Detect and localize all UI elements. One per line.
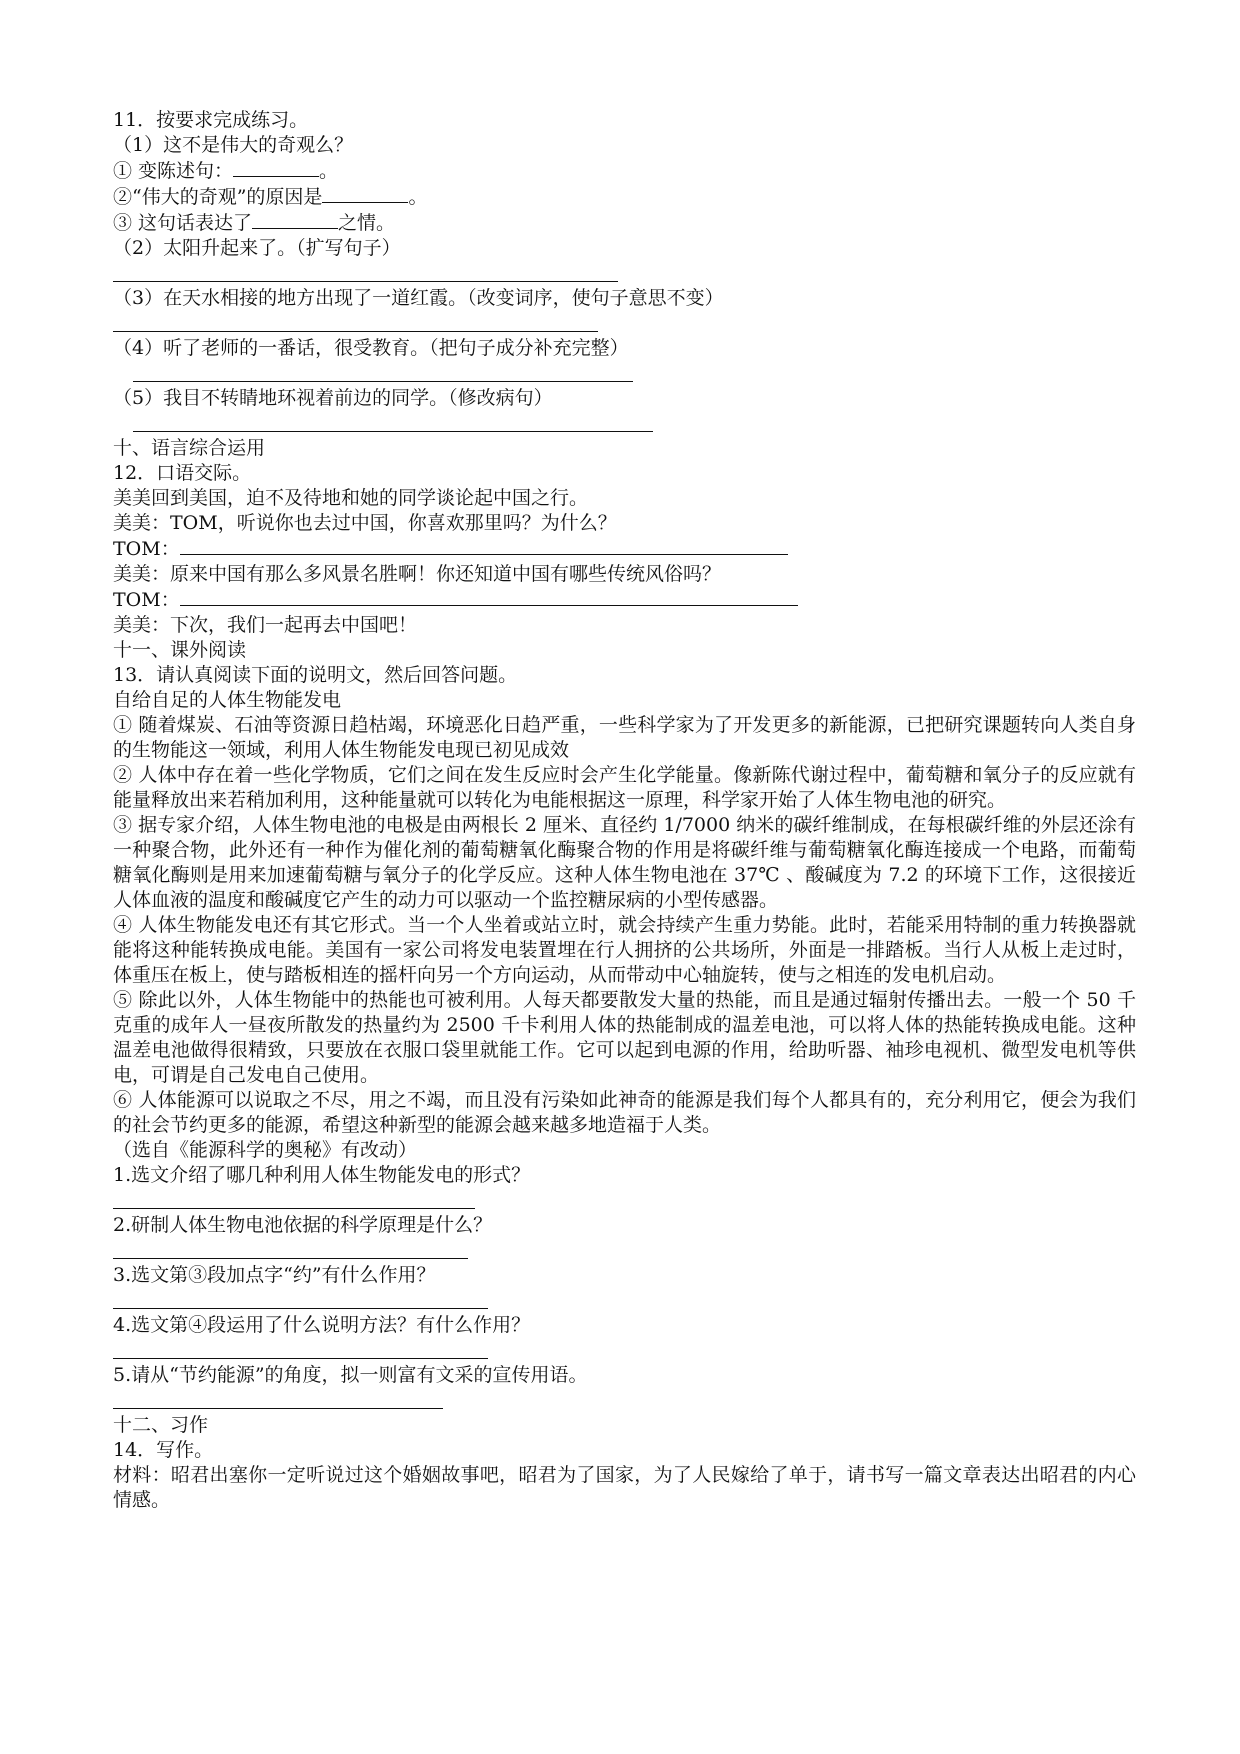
article-paragraph-3: ③ 据专家介绍，人体生物电池的电极是由两根长 2 厘米、直径约 1/7000 纳米的碳纤维制成，在每根碳纤维的外层还涂有一种聚合物，此外还有一种作为催化剂的葡萄糖氧化酶聚合物的作用是将碳纤维与葡萄糖氧化酶连接成一个电路，而葡萄糖氧化酶则是用来加速葡萄糖与氧分子的化学反应。这种人体生物电池在 37℃ 、酸碱度为 7.2 的环境下工作，这很接近人体血液的温度和酸碱度它产生的动力可以驱动一个监控糖尿病的小型传感器。 [113, 814, 1136, 911]
question-11-part-5: （5）我目不转睛地环视着前边的同学。（修改病句） [113, 387, 553, 409]
speaker-label: TOM： [113, 589, 180, 611]
dialogue-tom-1 [113, 536, 1136, 562]
answer-line[interactable] [113, 361, 1136, 386]
answer-blank[interactable] [233, 158, 319, 177]
question-14-title: 14．写作。 [113, 1439, 214, 1461]
sub-question-5: 5.请从“节约能源”的角度，拟一则富有文采的宣传用语。 [113, 1364, 588, 1386]
article-source: （选自《能源科学的奥秘》有改动） [113, 1139, 418, 1161]
dialogue-meimei-3: 美美：下次，我们一起再去中国吧！ [113, 614, 418, 636]
answer-line[interactable] [113, 1188, 1136, 1213]
sub-question-4: 4.选文第④段运用了什么说明方法？有什么作用？ [113, 1314, 531, 1336]
section-heading-12: 十二、习作 [113, 1414, 209, 1436]
answer-line[interactable] [113, 1338, 1136, 1363]
prompt-text: 之情。 [338, 212, 396, 234]
dialogue-meimei-1: 美美：TOM，听说你也去过中国，你喜欢那里吗？为什么？ [113, 512, 617, 534]
dialogue-meimei-2: 美美：原来中国有那么多风景名胜啊！你还知道中国有哪些传统风俗吗？ [113, 563, 722, 585]
answer-line[interactable] [113, 1238, 1136, 1263]
prompt-text: ③ 这句话表达了 [113, 212, 253, 234]
article-paragraph-6: ⑥ 人体能源可以说取之不尽，用之不竭，而且没有污染如此神奇的能源是我们每个人都具有的，充分利用它，便会为我们的社会节约更多的能源，希望这种新型的能源会越来越多地造福于人类。 [113, 1089, 1136, 1136]
sub-question-1: 1.选文介绍了哪几种利用人体生物能发电的形式？ [113, 1164, 531, 1186]
question-11-part-1c [113, 210, 1136, 236]
article-paragraph-4: ④ 人体生物能发电还有其它形式。当一个人坐着或站立时，就会持续产生重力势能。此时，若能采用特制的重力转换器就能将这种能转换成电能。美国有一家公司将发电装置埋在行人拥挤的公共场所，外面是一排踏板。当行人从板上走过时，体重压在板上，使与踏板相连的摇杆向另一个方向运动，从而带动中心轴旋转，使与之相连的发电机启动。 [113, 914, 1136, 986]
question-13-title: 13．请认真阅读下面的说明文，然后回答问题。 [113, 664, 518, 686]
sub-question-3: 3.选文第③段加点字“约”有什么作用？ [113, 1264, 436, 1286]
answer-line[interactable] [113, 411, 1136, 436]
answer-line[interactable] [113, 1288, 1136, 1313]
dialogue-intro: 美美回到美国，迫不及待地和她的同学谈论起中国之行。 [113, 487, 589, 509]
question-11-part-2: （2）太阳升起来了。（扩写句子） [113, 237, 401, 259]
article-paragraph-2: ② 人体中存在着一些化学物质，它们之间在发生反应时会产生化学能量。像新陈代谢过程中，葡萄糖和氧分子的反应就有能量释放出来若稍加利用，这种能量就可以转化为电能根据这一原理，科学家开始了人体生物电池的研究。 [113, 764, 1136, 811]
answer-blank[interactable] [180, 536, 788, 555]
sub-question-2: 2.研制人体生物电池依据的科学原理是什么？ [113, 1214, 493, 1236]
question-11-part-4: （4）听了老师的一番话，很受教育。（把句子成分补充完整） [113, 337, 629, 359]
question-11-part-1b [113, 184, 1136, 210]
answer-blank[interactable] [180, 587, 798, 606]
article-title: 自给自足的人体生物能发电 [113, 689, 342, 711]
answer-blank[interactable] [252, 210, 338, 229]
speaker-label: TOM： [113, 538, 180, 560]
prompt-text: ②“伟大的奇观”的原因是 [113, 186, 323, 208]
prompt-text: 。 [408, 186, 428, 208]
answer-line[interactable] [113, 311, 1136, 336]
answer-blank[interactable] [322, 184, 408, 203]
answer-line[interactable] [113, 1388, 1136, 1413]
writing-material: 材料：昭君出塞你一定听说过这个婚姻故事吧，昭君为了国家，为了人民嫁给了单于，请书写一篇文章表达出昭君的内心情感。 [113, 1464, 1136, 1511]
prompt-text: 。 [319, 160, 339, 182]
prompt-text: ① 变陈述句： [113, 160, 234, 182]
answer-line[interactable] [113, 261, 1136, 286]
question-11-part-1a [113, 158, 1136, 184]
section-heading-10: 十、语言综合运用 [113, 437, 266, 459]
article-paragraph-1: ① 随着煤炭、石油等资源日趋枯竭，环境恶化日趋严重，一些科学家为了开发更多的新能源，已把研究课题转向人类自身的生物能这一领域，利用人体生物能发电现已初见成效 [113, 714, 1136, 761]
question-11-part-3: （3）在天水相接的地方出现了一道红霞。（改变词序，使句子意思不变） [113, 287, 724, 309]
question-12-title: 12．口语交际。 [113, 462, 252, 484]
article-paragraph-5: ⑤ 除此以外，人体生物能中的热能也可被利用。人每天都要散发大量的热能，而且是通过辐射传播出去。一般一个 50 千克重的成年人一昼夜所散发的热量约为 2500 千卡利用人体的热能制成的温差电池，可以将人体的热能转换成电能。这种温差电池做得很精致，只要放在衣服口袋里就能工作。它可以起到电源的作用，给助听器、袖珍电视机、微型发电机等供电，可谓是自己发电自己使用。 [113, 989, 1136, 1086]
question-11-part-1: （1）这不是伟大的奇观么？ [113, 134, 354, 156]
section-heading-11: 十一、课外阅读 [113, 639, 247, 661]
dialogue-tom-2 [113, 587, 1136, 613]
question-11-title: 11．按要求完成练习。 [113, 109, 309, 131]
